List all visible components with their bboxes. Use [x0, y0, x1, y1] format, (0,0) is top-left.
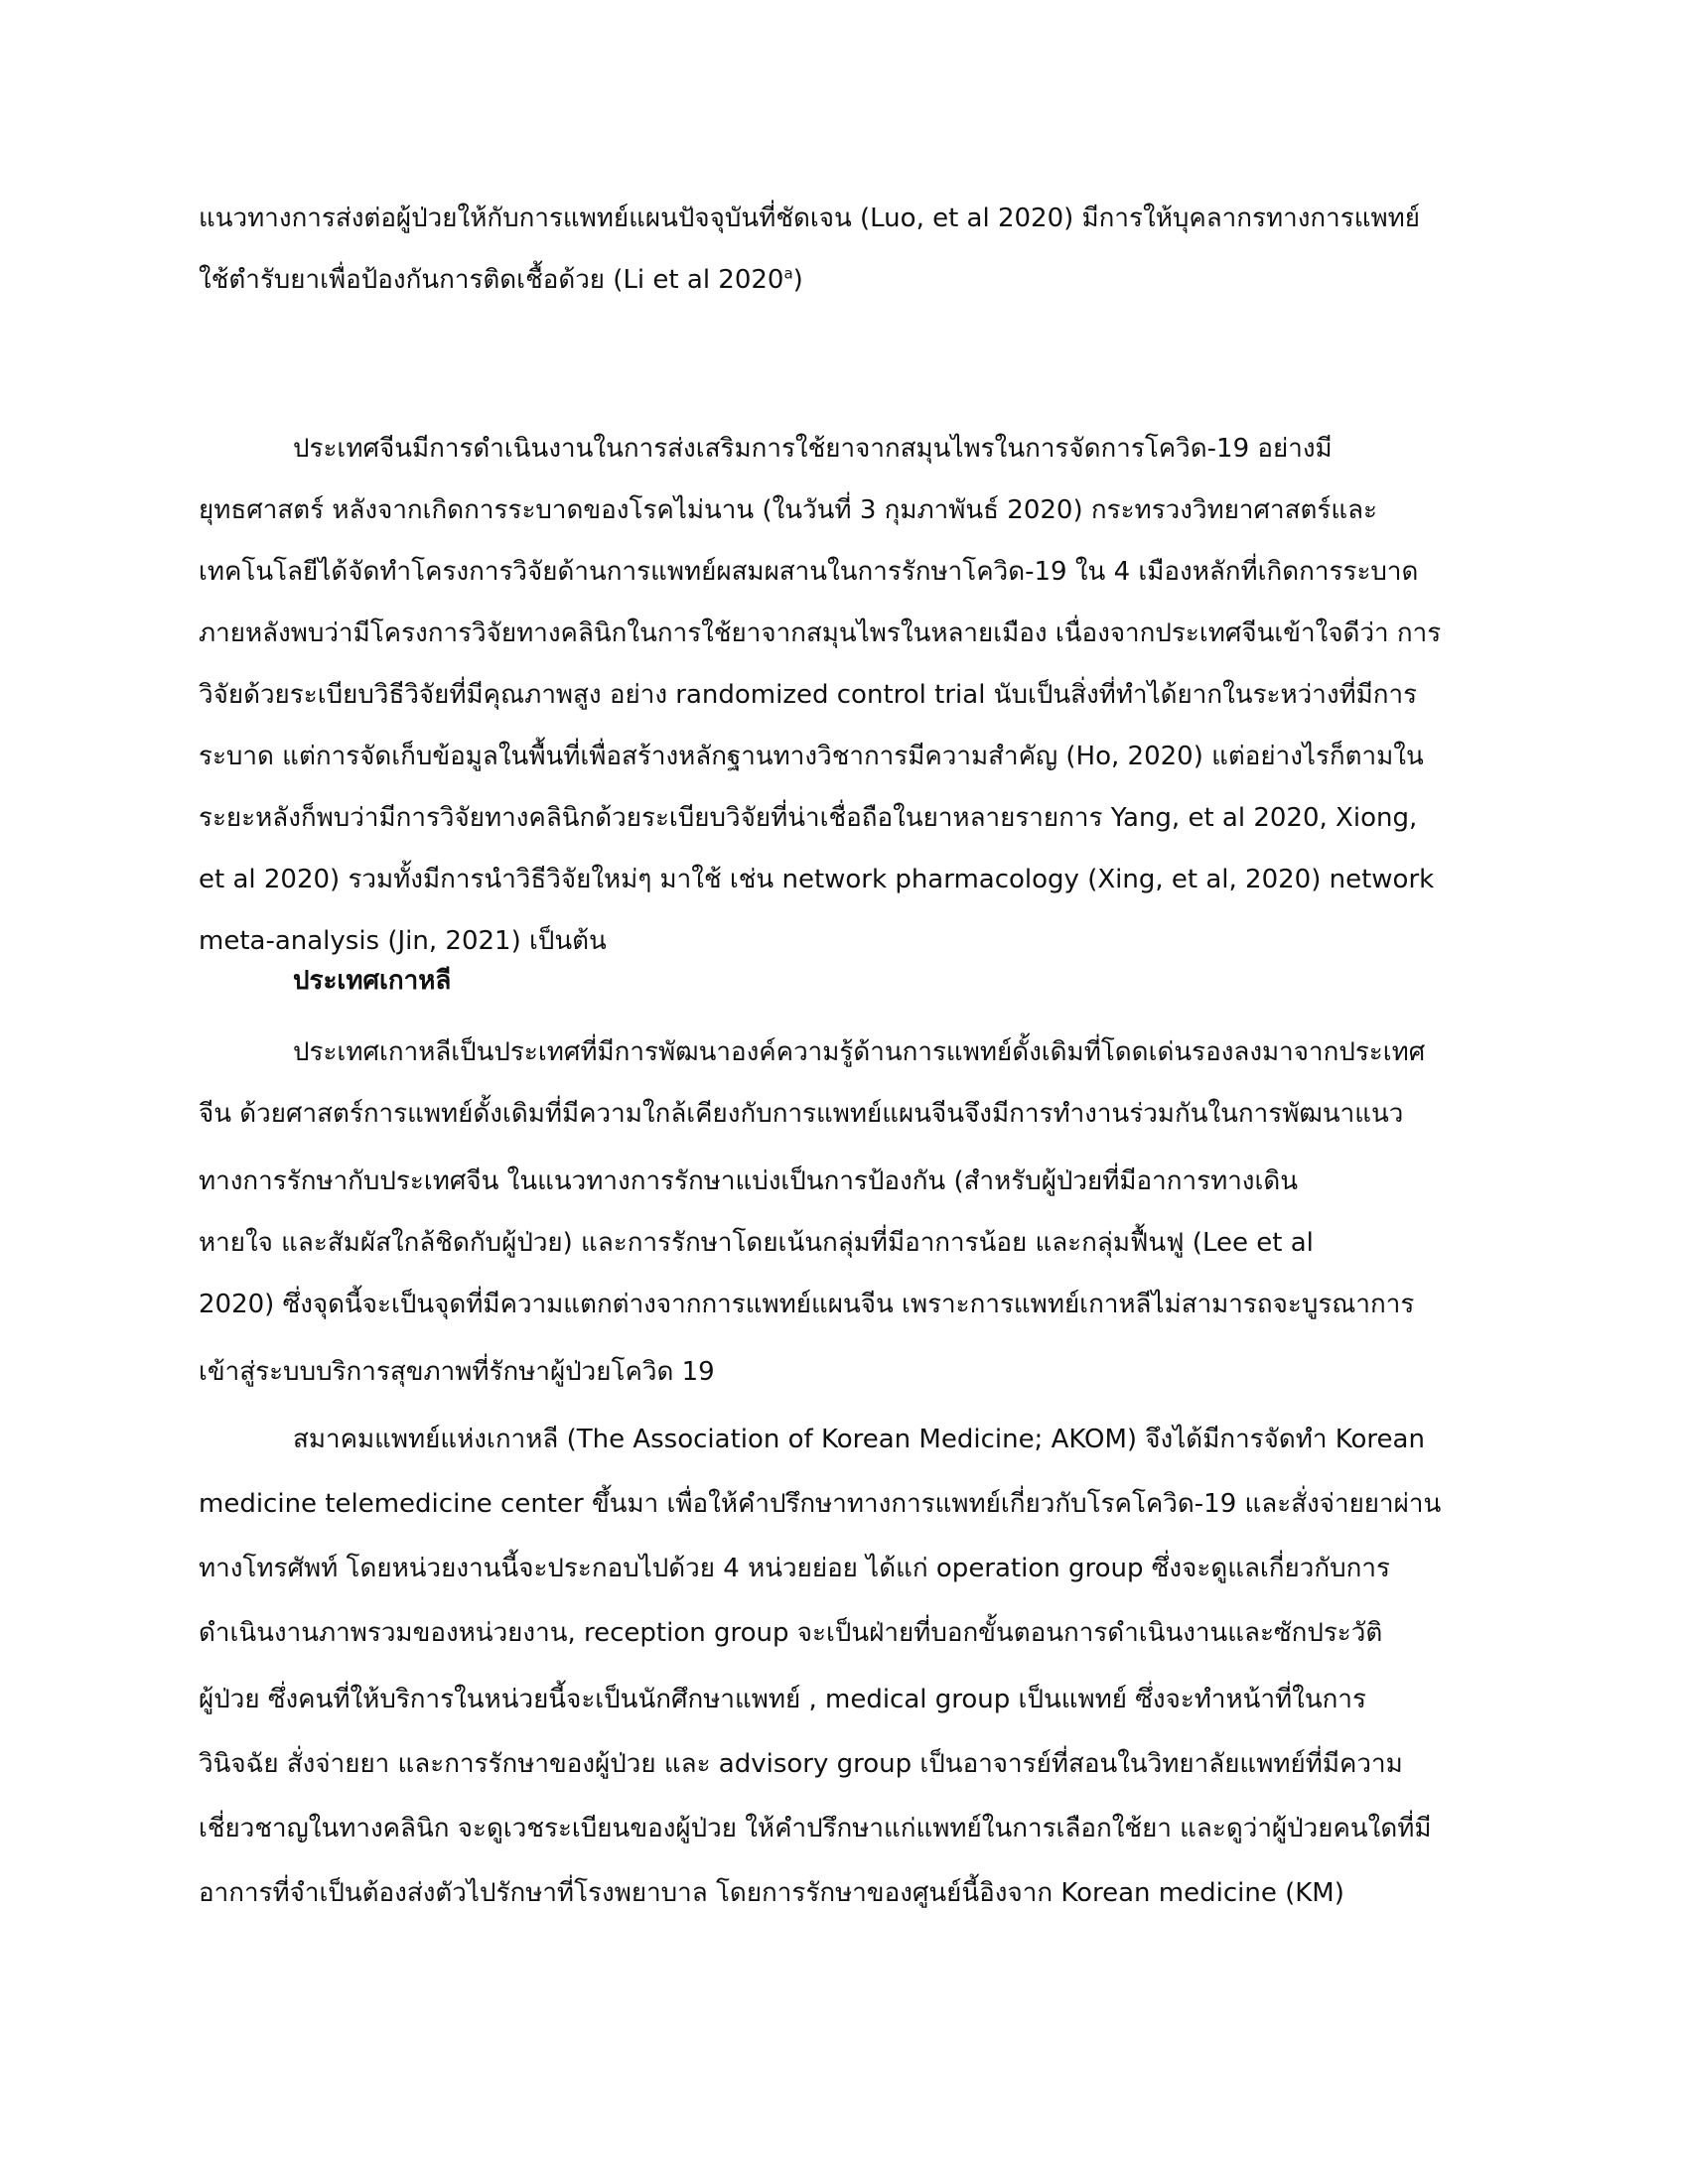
china-line-1: ประเทศจีนมีการดำเนินงานในการส่งเสริมการใช้ยาจากสมุนไพรในการจัดการโควิด-19 อย่างมี [293, 434, 1333, 464]
akom-line-4: ดำเนินงานภาพรวมของหน่วยงาน, reception group จะเป็นฝ่ายที่บอกขั้นตอนการดำเนินงานและซักประวัติ [199, 1618, 1383, 1648]
section-heading-korea: ประเทศเกาหลี [293, 966, 452, 996]
intro-line-2 [199, 260, 803, 300]
akom-line-8: อาการที่จำเป็นต้องส่งตัวไปรักษาที่โรงพยาบาล โดยการรักษาของศูนย์นี้อิงจาก Korean medicine (KM) [199, 1878, 1344, 1908]
intro-line-1: แนวทางการส่งต่อผู้ป่วยให้กับการแพทย์แผนปัจจุบันที่ชัดเจน (Luo, et al 2020) มีการให้บุคลากรทางการแพทย์ [199, 204, 1420, 233]
china-line-7: ระยะหลังก็พบว่ามีการวิจัยทางคลินิกด้วยระเบียบวิจัยที่น่าเชื่อถือในยาหลายรายการ Yang, et al 2020, Xiong, [199, 803, 1418, 833]
china-line-6: ระบาด แต่การจัดเก็บข้อมูลในพื้นที่เพื่อสร้างหลักฐานทางวิชาการมีความสำคัญ (Ho, 2020) แต่อย่างไรก็ตามใน [199, 742, 1424, 771]
intro-superscript: a [783, 264, 793, 283]
china-line-8: et al 2020) รวมทั้งมีการนำวิธีวิจัยใหม่ๆ มาใช้ เช่น network pharmacology (Xing, et al, 2020) network [199, 865, 1435, 894]
china-line-9: meta-analysis (Jin, 2021) เป็นต้น [199, 926, 607, 956]
akom-line-5: ผู้ป่วย ซึ่งคนที่ให้บริการในหน่วยนี้จะเป็นนักศึกษาแพทย์ , medical group เป็นแพทย์ ซึ่งจะทำหน้าที่ในการ [199, 1685, 1366, 1714]
korea-line-6: เข้าสู่ระบบบริการสุขภาพที่รักษาผู้ป่วยโควิด 19 [199, 1357, 715, 1387]
intro-line-2-end: ) [792, 265, 803, 295]
korea-line-2: จีน ด้วยศาสตร์การแพทย์ดั้งเดิมที่มีความใกล้เคียงกับการแพทย์แผนจีนจึงมีการทำงานร่วมกันในการพัฒนาแนว [199, 1099, 1404, 1129]
korea-line-4: หายใจ และสัมผัสใกล้ชิดกับผู้ป่วย) และการรักษาโดยเน้นกลุ่มที่มีอาการน้อย และกลุ่มฟื้นฟู (Lee et al [199, 1228, 1314, 1258]
china-line-3: เทคโนโลยีได้จัดทำโครงการวิจัยด้านการแพทย์ผสมผสานในการรักษาโควิด-19 ใน 4 เมืองหลักที่เกิดการระบาด [199, 557, 1419, 587]
akom-line-3: ทางโทรศัพท์ โดยหน่วยงานนี้จะประกอบไปด้วย 4 หน่วยย่อย ได้แก่ operation group ซึ่งจะดูแลเกี่ยวกับการ [199, 1554, 1390, 1583]
china-line-2: ยุทธศาสตร์ หลังจากเกิดการระบาดของโรคไม่นาน (ในวันที่ 3 กุมภาพันธ์ 2020) กระทรวงวิทยาศาสตร์และ [199, 495, 1377, 525]
akom-line-1: สมาคมแพทย์แห่งเกาหลี (The Association of Korean Medicine; AKOM) จึงได้มีการจัดทำ Korean [293, 1425, 1425, 1454]
akom-line-6: วินิจฉัย สั่งจ่ายยา และการรักษาของผู้ป่วย และ advisory group เป็นอาจารย์ที่สอนในวิทยาลัยแพทย์ที่มีความ [199, 1749, 1403, 1779]
akom-line-2: medicine telemedicine center ขึ้นมา เพื่อให้คำปรึกษาทางการแพทย์เกี่ยวกับโรคโควิด-19 และสั่งจ่ายยาผ่าน [199, 1489, 1442, 1519]
china-line-5: วิจัยด้วยระเบียบวิธีวิจัยที่มีคุณภาพสูง อย่าง randomized control trial นับเป็นสิ่งที่ทำได้ยากในระหว่างที่มีการ [199, 680, 1418, 710]
korea-line-5: 2020) ซึ่งจุดนี้จะเป็นจุดที่มีความแตกต่างจากการแพทย์แผนจีน เพราะการแพทย์เกาหลีไม่สามารถจะบูรณาการ [199, 1290, 1415, 1319]
korea-line-3: ทางการรักษากับประเทศจีน ในแนวทางการรักษาแบ่งเป็นการป้องกัน (สำหรับผู้ป่วยที่มีอาการทางเดิน [199, 1166, 1299, 1196]
china-line-4: ภายหลังพบว่ามีโครงการวิจัยทางคลินิกในการใช้ยาจากสมุนไพรในหลายเมือง เนื่องจากประเทศจีนเข้าใจดีว่า การ [199, 618, 1442, 648]
akom-line-7: เชี่ยวชาญในทางคลินิก จะดูเวชระเบียนของผู้ป่วย ให้คำปรึกษาแก่แพทย์ในการเลือกใช้ยา และดูว่าผู้ป่วยคนใดที่มี [199, 1814, 1432, 1843]
intro-line-2-text: ใช้ตำรับยาเพื่อป้องกันการติดเชื้อด้วย (Li et al 2020 [199, 265, 784, 295]
korea-line-1: ประเทศเกาหลีเป็นประเทศที่มีการพัฒนาองค์ความรู้ด้านการแพทย์ดั้งเดิมที่โดดเด่นรองลงมาจากประเทศ [293, 1037, 1426, 1067]
